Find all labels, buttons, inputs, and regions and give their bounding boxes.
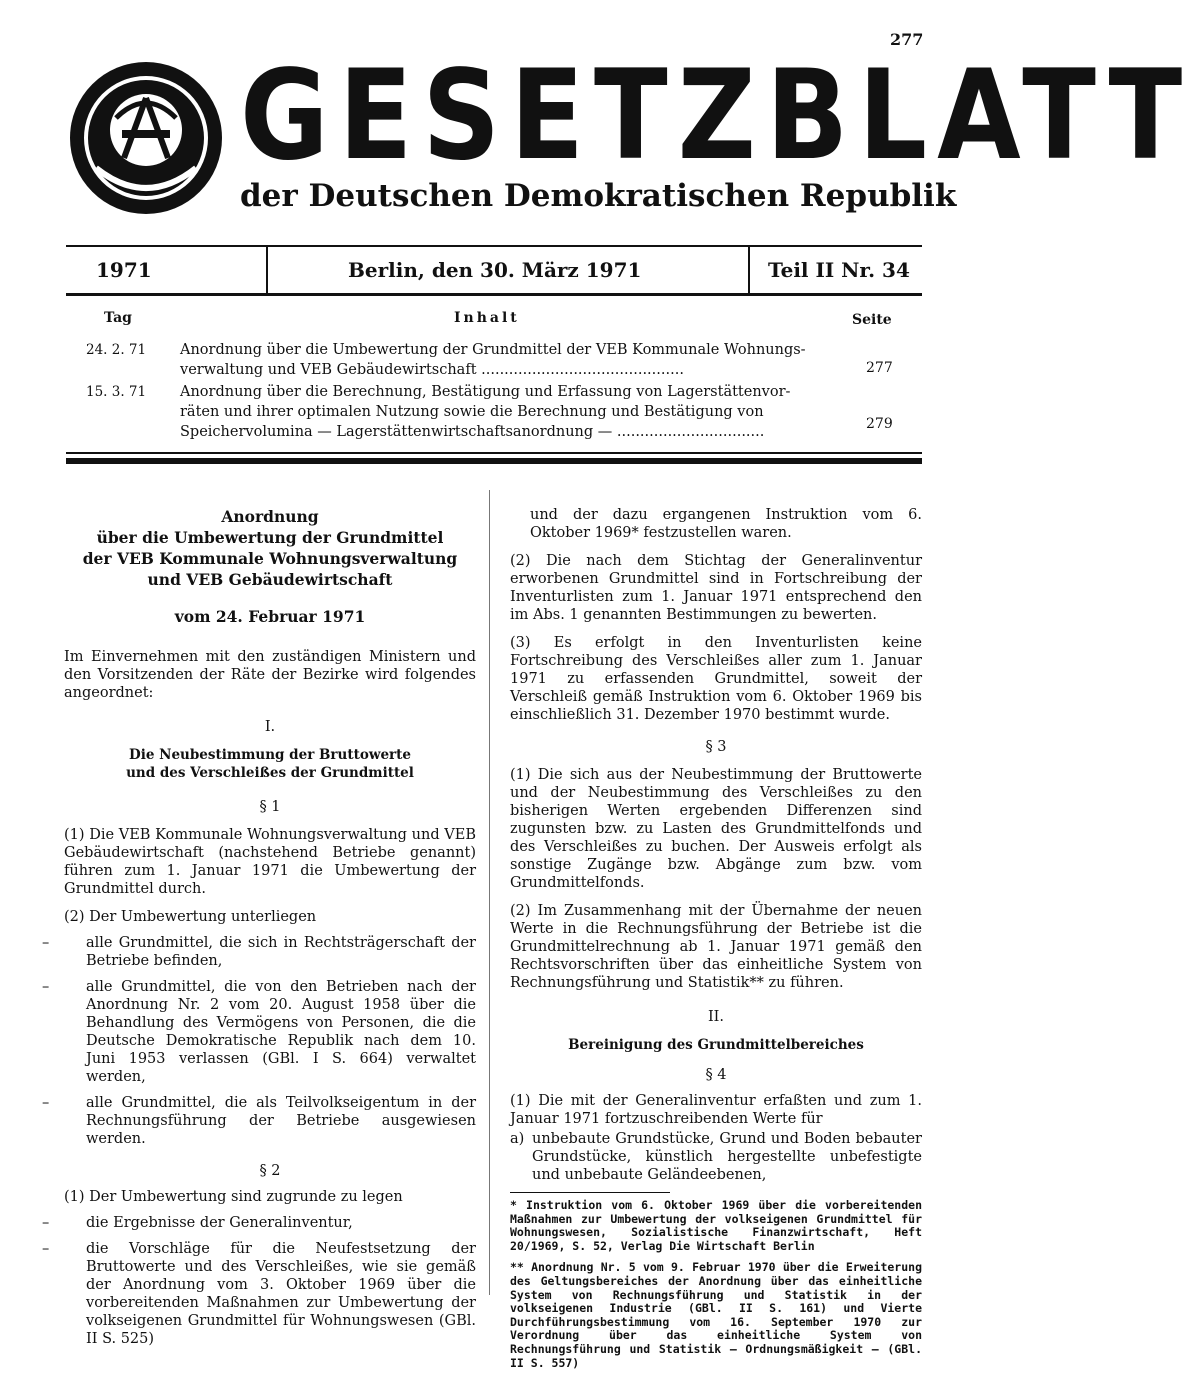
column-divider — [489, 490, 490, 1295]
ordinance-date: vom 24. Februar 1971 — [174, 607, 366, 626]
preamble: Im Einvernehmen mit den zuständigen Ministern und den Vorsitzenden der Räte der Bezirke wird folgendes angeordnet: — [64, 649, 476, 701]
ordinance-title-line: und VEB Gebäudewirtschaft — [147, 570, 393, 589]
footnote: * Instruktion vom 6. Oktober 1969 über die vorbereitenden Maßnahmen zur Umbewertung der volkseigenen Grundmittel für Wohnungswesen, Sozialistische Finanzwirtschaft, Heft 20/1969, S. 52, Verlag Die Wirtschaft Berlin — [510, 1198, 922, 1253]
toc-header-tag: Tag — [104, 310, 132, 326]
divider-rule — [66, 452, 922, 454]
footnote-rule — [510, 1192, 670, 1193]
paragraph-text: (2) Im Zusammenhang mit der Übernahme der neuen Werte in die Rechnungsführung der Betriebe ist die Grundmittelrechnung ab 1. Januar 1971 gemäß den Rechtsvorschriften über das einheitliche System von Rechnungsführung und Statistik** zu führen. — [510, 903, 922, 991]
toc-entry-line: räten und ihrer optimalen Nutzung sowie die Berechnung und Bestätigung von — [180, 404, 764, 420]
masthead-subtitle: der Deutschen Demokratischen Republik — [240, 178, 957, 214]
toc-entry-line: Anordnung über die Berechnung, Bestätigung und Erfassung von Lagerstättenvor- — [180, 384, 791, 400]
paragraph-number: § 1 — [259, 799, 281, 815]
issue-date: Berlin, den 30. März 1971 — [348, 258, 642, 282]
toc-header-seite: Seite — [852, 312, 892, 328]
ordinance-title-line: über die Umbewertung der Grundmittel — [96, 528, 444, 547]
toc-entry-line: verwaltung und VEB Gebäudewirtschaft ............................................ — [180, 362, 684, 378]
state-emblem-icon — [66, 58, 226, 218]
section-title — [64, 746, 476, 782]
toc-entry-text[interactable] — [180, 382, 822, 442]
list-item: – alle Grundmittel, die sich in Rechtsträgerschaft der Betriebe befinden, — [42, 935, 476, 969]
section-title-line: und des Verschleißes der Grundmittel — [126, 765, 414, 781]
paragraph-number: § 4 — [705, 1067, 727, 1083]
divider-rule — [66, 458, 922, 464]
footnote: ** Anordnung Nr. 5 vom 9. Februar 1970 über die Erweiterung des Geltungsbereiches der Anordnung über das einheitliche System von Rechnungsführung und Statistik in der volkseigenen Industrie (GBl. II S. 161) und Vierte Durchführungsbestimmung vom 16. September 1970 zur Verordnung über das einheitliche System von Rechnungsführung und Statistik — Ordnungsmäßigkeit — (GBl. II S. 557) — [510, 1260, 922, 1370]
list-item: – alle Grundmittel, die als Teilvolkseigentum in der Rechnungsführung der Betriebe ausgewiesen werden. — [42, 1095, 476, 1147]
toc-header-inhalt: Inhalt — [454, 310, 520, 326]
issue-year: 1971 — [96, 258, 152, 282]
paragraph-text: (1) Die VEB Kommunale Wohnungsverwaltung und VEB Gebäudewirtschaft (nachstehend Betriebe genannt) führen zum 1. Januar 1971 die Umbewertung der Grundmittel durch. — [64, 827, 476, 897]
paragraph-text: (2) Der Umbewertung unterliegen — [64, 909, 317, 925]
toc-entry-page: 279 — [866, 416, 893, 432]
toc-entry-line: Speichervolumina — Lagerstättenwirtschaftsanordnung — ................................ — [180, 424, 765, 440]
toc-entry-text[interactable] — [180, 340, 822, 380]
masthead-title: GESETZBLATT — [240, 43, 1192, 188]
section-title: Bereinigung des Grundmittelbereiches — [568, 1037, 864, 1053]
ordinance-title-line: der VEB Kommunale Wohnungsverwaltung — [82, 549, 458, 568]
toc-entry-page: 277 — [866, 360, 893, 376]
section-title-line: Die Neubestimmung der Bruttowerte — [128, 747, 411, 763]
page-number: 277 — [890, 30, 924, 49]
list-item: – alle Grundmittel, die von den Betrieben nach der Anordnung Nr. 2 vom 20. August 1958 über die Behandlung des Vermögens von Personen, die die Deutsche Demokratische Republik nach dem 10. Juni 1953 verlassen (GBl. I S. 664) verwaltet werden, — [42, 979, 476, 1085]
right-column — [510, 506, 922, 1370]
issue-bar — [66, 245, 922, 296]
paragraph-text: (1) Der Umbewertung sind zugrunde zu legen — [64, 1189, 403, 1205]
list-item: – die Ergebnisse der Generalinventur, — [42, 1215, 353, 1231]
ordinance-title — [64, 506, 476, 590]
issue-divider — [266, 247, 268, 293]
issue-divider — [748, 247, 750, 293]
paragraph-text: (1) Die mit der Generalinventur erfaßten und zum 1. Januar 1971 fortzuschreibenden Werte für — [510, 1093, 922, 1127]
issue-part: Teil II Nr. 34 — [768, 258, 910, 282]
paragraph-text: (2) Die nach dem Stichtag der Generalinventur erworbenen Grundmittel sind in Fortschreibung der Inventurlisten zum 1. Januar 1971 entsprechend den im Abs. 1 genannten Bestimmungen zu bewerten. — [510, 553, 922, 623]
toc-entry-date: 15. 3. 71 — [86, 384, 147, 400]
paragraph-text: und der dazu ergangenen Instruktion vom 6. Oktober 1969* festzustellen waren. — [530, 507, 922, 541]
toc-entry-date: 24. 2. 71 — [86, 342, 147, 358]
toc-entry-line: Anordnung über die Umbewertung der Grundmittel der VEB Kommunale Wohnungs- — [180, 342, 806, 358]
list-item: – die Vorschläge für die Neufestsetzung der Bruttowerte und des Verschleißes, wie sie gemäß der Anordnung vom 3. Oktober 1969 über die vorbereitenden Maßnahmen zur Umbewertung der volkseigenen Grundmittel für Wohnungswesen (GBl. II S. 525) — [42, 1241, 476, 1347]
paragraph-text: (3) Es erfolgt in den Inventurlisten keine Fortschreibung des Verschleißes aller zum 1. Januar 1971 zu erfassenden Grundmittel, soweit der Verschleiß gemäß Instruktion vom 6. Oktober 1969 bis einschließlich 31. Dezember 1970 bestimmt wurde. — [510, 635, 922, 723]
paragraph-number: § 3 — [705, 739, 727, 755]
ordinance-title-line: Anordnung — [221, 507, 319, 526]
list-item: a) unbebaute Grundstücke, Grund und Boden bebauter Grundstücke, künstlich hergestellte unbefestigte und unbebaute Geländeebenen, — [510, 1131, 922, 1183]
section-number: I. — [264, 719, 276, 735]
section-number: II. — [707, 1009, 725, 1025]
paragraph-number: § 2 — [259, 1163, 281, 1179]
paragraph-text: (1) Die sich aus der Neubestimmung der Bruttowerte und der Neubestimmung des Verschleißes zu den bisherigen Werten ergebenden Differenzen sind zugunsten bzw. zu Lasten des Grundmittelfonds und des Verschleißes zu buchen. Der Ausweis erfolgt als sonstige Zugänge bzw. Abgänge zum bzw. vom Grundmittelfonds. — [510, 767, 922, 891]
left-column — [42, 506, 476, 1348]
